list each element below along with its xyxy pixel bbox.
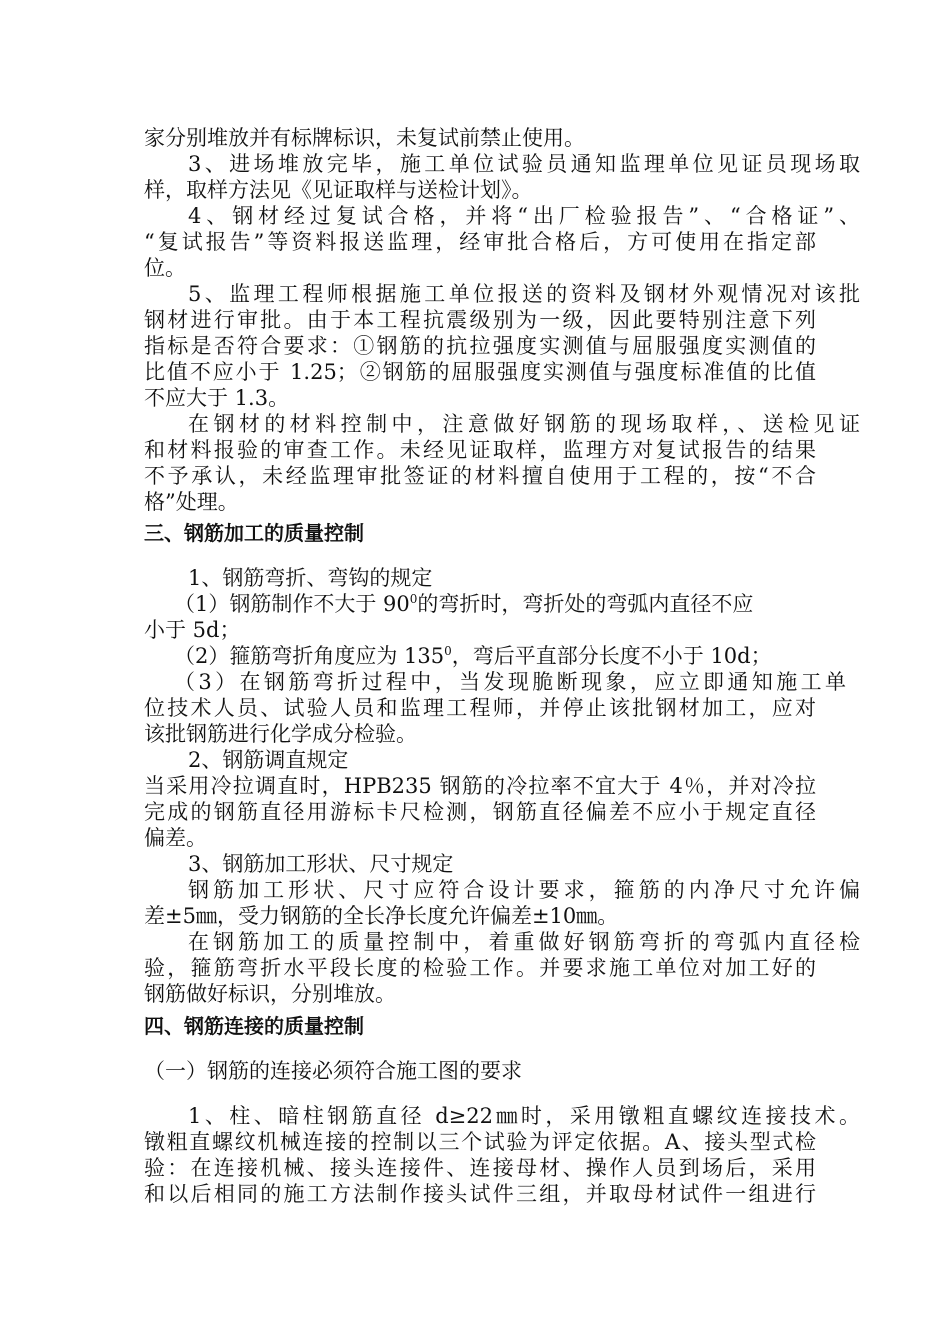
paragraph-line: 和材料报验的审查工作。未经见证取样，监理方对复试报告的结果 xyxy=(144,438,816,462)
paragraph-line: 不应大于 1.3。 xyxy=(144,386,290,410)
paragraph-line: （3）在钢筋弯折过程中，当发现脆断现象，应立即通知施工单 xyxy=(174,670,846,694)
paragraph-line: 偏差。 xyxy=(144,826,207,850)
paragraph-line: 5、监理工程师根据施工单位报送的资料及钢材外观情况对该批 xyxy=(188,282,860,306)
paragraph-line: 4、钢材经过复试合格，并将“出厂检验报告”、“合格证”、 xyxy=(188,204,860,228)
paragraph-line: 镦粗直螺纹机械连接的控制以三个试验为评定依据。A、接头型式检 xyxy=(144,1130,816,1154)
paragraph-line: 3、进场堆放完毕，施工单位试验员通知监理单位见证员现场取 xyxy=(188,152,860,176)
section-heading: 四、钢筋连接的质量控制 xyxy=(144,1014,364,1038)
paragraph-line: 差±5㎜，受力钢筋的全长净长度允许偏差±10㎜。 xyxy=(144,904,619,928)
paragraph-line: 验：在连接机械、接头连接件、连接母材、操作人员到场后，采用 xyxy=(144,1156,816,1180)
paragraph-line: （1）钢筋制作不大于 $90^0$的弯折时，弯折处的弯弧内直径不应 xyxy=(174,592,754,616)
paragraph-line: 家分别堆放并有标牌标识，未复试前禁止使用。 xyxy=(144,126,585,150)
paragraph-line: 2、钢筋调直规定 xyxy=(188,748,349,772)
paragraph-line: 该批钢筋进行化学成分检验。 xyxy=(144,722,417,746)
paragraph-line: 钢材进行审批。由于本工程抗震级别为一级，因此要特别注意下列 xyxy=(144,308,816,332)
paragraph-line: 1、钢筋弯折、弯钩的规定 xyxy=(188,566,433,590)
paragraph-line: 指标是否符合要求：①钢筋的抗拉强度实测值与屈服强度实测值的 xyxy=(144,334,816,358)
paragraph-line: 小于 5d； xyxy=(144,618,241,642)
paragraph-line: 位技术人员、试验人员和监理工程师，并停止该批钢材加工，应对 xyxy=(144,696,816,720)
section-heading: 三、钢筋加工的质量控制 xyxy=(144,521,364,545)
subsection-heading: （一）钢筋的连接必须符合施工图的要求 xyxy=(144,1059,522,1083)
paragraph-line: 在钢筋加工的质量控制中，着重做好钢筋弯折的弯弧内直径检 xyxy=(188,930,860,954)
paragraph-line: 3、钢筋加工形状、尺寸规定 xyxy=(188,852,454,876)
paragraph-line: 在钢材的材料控制中，注意做好钢筋的现场取样，、送检见证 xyxy=(188,412,860,436)
paragraph-line: 位。 xyxy=(144,256,186,280)
paragraph-line: 比值不应小于 1.25；②钢筋的屈服强度实测值与强度标准值的比值 xyxy=(144,360,816,384)
paragraph-line: 格”处理。 xyxy=(144,490,239,514)
paragraph-line: （2）箍筋弯折角度应为 $135^0$，弯后平直部分长度不小于 10d； xyxy=(174,644,772,668)
paragraph-line: 和以后相同的施工方法制作接头试件三组，并取母材试件一组进行 xyxy=(144,1182,816,1206)
paragraph-line: 完成的钢筋直径用游标卡尺检测，钢筋直径偏差不应小于规定直径 xyxy=(144,800,816,824)
paragraph-line: 不予承认，未经监理审批签证的材料擅自使用于工程的，按“不合 xyxy=(144,464,816,488)
paragraph-line: 样，取样方法见《见证取样与送检计划》。 xyxy=(144,178,533,202)
paragraph-line: 1、柱、暗柱钢筋直径 d≥22㎜时，采用镦粗直螺纹连接技术。 xyxy=(188,1104,860,1128)
paragraph-line: 钢筋加工形状、尺寸应符合设计要求，箍筋的内净尺寸允许偏 xyxy=(188,878,860,902)
paragraph-line: 钢筋做好标识，分别堆放。 xyxy=(144,982,396,1006)
paragraph-line: 验，箍筋弯折水平段长度的检验工作。并要求施工单位对加工好的 xyxy=(144,956,816,980)
paragraph-line: “复试报告”等资料报送监理，经审批合格后，方可使用在指定部 xyxy=(144,230,816,254)
paragraph-line: 当采用冷拉调直时，HPB235 钢筋的冷拉率不宜大于 4％，并对冷拉 xyxy=(144,774,816,798)
